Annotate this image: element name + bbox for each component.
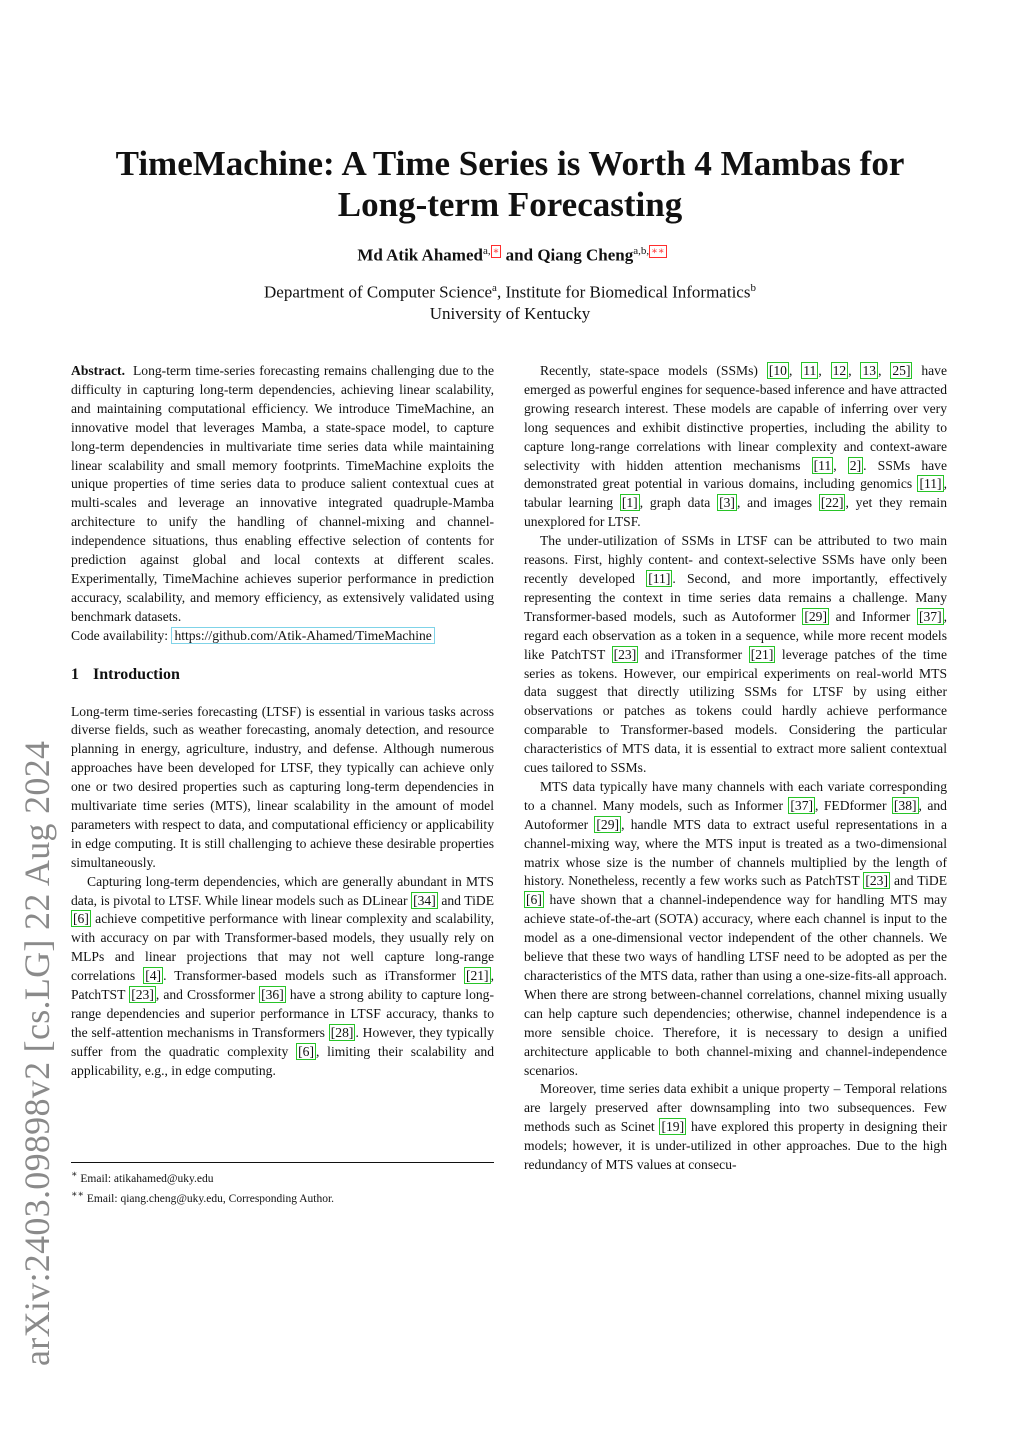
text-run: , handle MTS data to extract useful representations in a channel-mixing way, where the MTS input is treated as a two-dimensional matrix whose size is the number of channels multiplied by the length of history. Nonetheless, recently a few works such as PatchTST: [524, 816, 947, 889]
text-run: and TiDE: [890, 873, 947, 889]
citation-link[interactable]: 2]: [849, 457, 862, 473]
citation-link[interactable]: [29]: [596, 816, 620, 832]
right-paragraph-2: [524, 532, 947, 778]
citation-link[interactable]: [38]: [893, 797, 917, 813]
text-run: and Informer: [829, 608, 917, 624]
footnote-2-mark: ∗∗: [71, 1188, 85, 1200]
affiliation-sup-b: b: [750, 282, 756, 294]
citation-link[interactable]: [29]: [804, 608, 827, 624]
citation-link[interactable]: [10: [768, 363, 787, 378]
section-number: 1: [71, 665, 79, 683]
abstract-text: Long-term time-series forecasting remains challenging due to the difficulty in capturing long-term dependencies, achieving linear scalability, and maintaining computational efficiency. We introduce TimeMachine, an innovative model that leverages Mamba, a state-space model, to capture long-term dependencies in multivariate time series data while maintaining linear scalability and small memory footprints. TimeMachine exploits the unique properties of time series data to produce salient contextual cues at multi-scales and leverage an innovative integrated quadruple-Mamba architecture to unify the handling of channel-mixing and channel-independence situations, thus enabling effective selection of contents for prediction against global and local contexts at different scales. Experimentally, TimeMachine achieves superior performance in prediction accuracy, scalability, and memory efficiency, as extensively validated using benchmark datasets.: [71, 363, 494, 624]
text-run: Capturing long-term dependencies, which are generally abundant in MTS data, is pivotal to LTSF. While linear models such as DLinear: [71, 873, 494, 908]
footnote-1: [71, 1167, 494, 1187]
author-2-footnote-link[interactable]: ∗∗: [651, 246, 665, 257]
citation-link[interactable]: [6]: [73, 911, 89, 927]
text-run: , yet they remain unexplored for LTSF.: [524, 495, 947, 530]
text-run: , and Autoformer: [524, 797, 947, 832]
text-run: leverage patches of the time series as tokens. However, our empirical experiments on real-world MTS data suggest that directly utilizing SSMs for LTSF by using either observations or patches as tokens could hardly achieve performance comparable to Transformer-based models. Considering the particular characteristics of MTS data, it is essential to extract more salient contextual cues tailored to SSMs.: [524, 646, 947, 776]
footnote-rule: [71, 1162, 494, 1163]
text-run: have a strong ability to capture long-range dependencies and superior performance in LTSF accuracy, thanks to the self-attention mechanisms in Transformers: [71, 987, 494, 1040]
arxiv-stamp: arXiv:2403.09898v2 [cs.LG] 22 Aug 2024: [17, 740, 57, 1366]
citation-link[interactable]: 25]: [892, 363, 911, 378]
text-run: . However, they typically suffer from the quadratic complexity: [71, 1024, 494, 1059]
citation-link[interactable]: 12: [832, 363, 847, 378]
code-url-link[interactable]: https://github.com/Atik-Ahamed/TimeMachine: [171, 627, 434, 644]
citation-link[interactable]: [21]: [750, 646, 774, 662]
code-availability-label: Code availability:: [71, 627, 169, 643]
section-title: Introduction: [93, 665, 180, 683]
intro-paragraph-2: [71, 873, 494, 1081]
abstract: [71, 362, 494, 627]
author-1: Md Atik Ahamed: [357, 245, 483, 265]
paper-title: TimeMachine: A Time Series is Worth 4 Mambas for Long-term Forecasting: [115, 144, 905, 224]
text-run: have shown that a channel-independence way for handling MTS may achieve state-of-the-art (SOTA) accuracy, where each channel is input to the model as a one-dimensional vector independent of the other channels. We believe that these two ways of handling LTSF need to be adopted as per the characteristics of the MTS data, rather than using a one-size-fits-all approach. When there are strong between-channel correlations, channel mixing usually can help capture such dependencies; otherwise, channel independence is a more sensible choice. Therefore, it is necessary to design a unified architecture applicable to both channel-mixing and channel-independence scenarios.: [524, 892, 947, 1078]
text-run: , regard each observation as a token in a sequence, while more recent models like PatchTST: [524, 608, 948, 662]
author-1-affil: a,: [482, 245, 491, 257]
footnote-1-text: Email: atikahamed@uky.edu: [80, 1172, 214, 1185]
text-run: . Second, and more importantly, effectively representing the context in time series data remains a challenge. Many Transformer-based models, such as Autoformer: [524, 570, 947, 624]
text-run: have explored this property in designing their models; however, it is under-utilized in other approaches. Due to the high redundancy of MTS values at consecu-: [524, 1119, 947, 1173]
citation-link[interactable]: 13: [862, 363, 877, 378]
text-run: , graph data: [639, 495, 718, 511]
left-column: [71, 362, 494, 1081]
text-run: The under-utilization of SSMs in LTSF can be attributed to two main reasons. First, highly content- and context-selective SSMs have only been recently developed: [524, 533, 947, 586]
author-1-footnote-link[interactable]: ∗: [492, 246, 500, 257]
citation-link[interactable]: [1]: [621, 495, 638, 511]
affiliation-sup-a: a: [492, 282, 497, 294]
citation-link[interactable]: [11: [813, 457, 832, 473]
text-run: , tabular learning: [524, 476, 947, 511]
citation-link[interactable]: [6]: [526, 892, 542, 908]
citation-link[interactable]: [11]: [648, 570, 671, 586]
right-paragraph-1: Recently, state-space models (SSMs) [10 , 11 , 12 , 13 , 25] have emerged as powerful engines for sequence-based inference and have attracted growing research interest. These models are capable of inferring over very long sequences and exhibit distinctive properties, including the ability to capture long-range correlations with linear complexity and context-aware selectivity with hidden attention mechanisms [11 , 2] . SSMs have demonstrated great potential in various domains, including genomics [11] , tabular learning [1] , graph data [3] , and images [22] , yet they remain unexplored for LTSF.: [524, 363, 948, 530]
citation-link[interactable]: [21]: [465, 968, 489, 984]
text-run: achieve competitive performance with linear complexity and scalability, with accuracy on par with Transformer-based models, they usually rely on MLPs and linear projections that may not well capture long-range correlations: [71, 911, 494, 984]
citation-link[interactable]: [37]: [790, 797, 814, 813]
code-availability: [71, 627, 494, 646]
footnotes: [71, 1167, 494, 1207]
footnote-2-text: Email: qiang.cheng@uky.edu, Corresponding Author.: [86, 1192, 335, 1205]
affiliation-dept: Department of Computer Science: [264, 282, 493, 302]
text-run: Recently, state-space models (SSMs): [540, 363, 767, 378]
right-paragraph-4: [524, 1080, 947, 1175]
citation-link[interactable]: [28]: [330, 1024, 354, 1040]
text-run: , PatchTST: [71, 968, 494, 1003]
text-run: MTS data typically have many channels with each variate corresponding to a channel. Many models, such as Informer: [524, 778, 947, 813]
citation-link[interactable]: [3]: [719, 495, 735, 511]
footnote-1-mark: ∗: [71, 1169, 78, 1180]
citation-link[interactable]: 11: [803, 363, 817, 378]
citation-link[interactable]: [22]: [820, 495, 844, 511]
text-run: , limiting their scalability and applicability, e.g., in edge computing.: [71, 1043, 494, 1078]
citation-link[interactable]: [11]: [919, 476, 942, 492]
affiliation-university: University of Kentucky: [429, 303, 591, 323]
text-run: and iTransformer: [638, 646, 749, 662]
abstract-label: Abstract.: [71, 363, 125, 378]
text-run: and TiDE: [437, 892, 494, 908]
affiliation-institute: , Institute for Biomedical Informatics: [496, 282, 751, 302]
citation-link[interactable]: [36]: [261, 987, 284, 1003]
text-run: have emerged as powerful engines for sequence-based inference and have attracted growing research interest. These models are capable of inferring over very long sequences and exhibit distinctive properties, including the ability to capture long-range correlations with linear complexity and context-aware selectivity with hidden attention mechanisms: [524, 363, 948, 473]
citation-link[interactable]: [23]: [613, 646, 637, 662]
citation-link[interactable]: [34]: [413, 892, 436, 908]
text-run: . SSMs have demonstrated great potential in various domains, including genomics: [524, 457, 948, 492]
citation-link[interactable]: [23]: [131, 987, 154, 1003]
text-run: . Transformer-based models such as iTransformer: [163, 968, 464, 984]
citation-link[interactable]: [23]: [865, 873, 889, 889]
footnote-2: [71, 1187, 494, 1207]
right-paragraph-3: [524, 778, 947, 1081]
text-run: , and images: [736, 495, 819, 511]
citation-link[interactable]: [6]: [298, 1043, 314, 1059]
citation-link[interactable]: [4]: [145, 968, 162, 984]
text-run: , FEDformer: [815, 797, 892, 813]
author-2-affil: a,b,: [633, 245, 650, 257]
citation-link[interactable]: [19]: [661, 1119, 685, 1135]
author-line: [0, 240, 1024, 267]
section-heading-introduction: [71, 666, 494, 685]
author-2: Qiang Cheng: [537, 245, 634, 265]
intro-paragraph-1: Long-term time-series forecasting (LTSF) is essential in various tasks across diverse fields, such as weather forecasting, anomaly detection, and resource planning in energy, agriculture, industry, and defense. Although numerous approaches have been developed for LTSF, they typically can achieve only one or two desired properties such as capturing long-term dependencies in multivariate time series (MTS), linear scalability in the amount of model parameters with respect to data, and computational efficiency or applicability in edge computing. It is still challenging to achieve these desirable properties simultaneously.: [71, 703, 494, 870]
right-column: [524, 362, 947, 1175]
citation-link[interactable]: [37]: [918, 608, 942, 624]
author-conjunction: and: [501, 245, 538, 265]
affiliation: [0, 278, 1020, 324]
text-run: , and Crossformer: [155, 987, 260, 1003]
text-run: Moreover, time series data exhibit a unique property – Temporal relations are largely preserved after downsampling into two subsequences. Few methods such as Scinet: [524, 1081, 947, 1135]
